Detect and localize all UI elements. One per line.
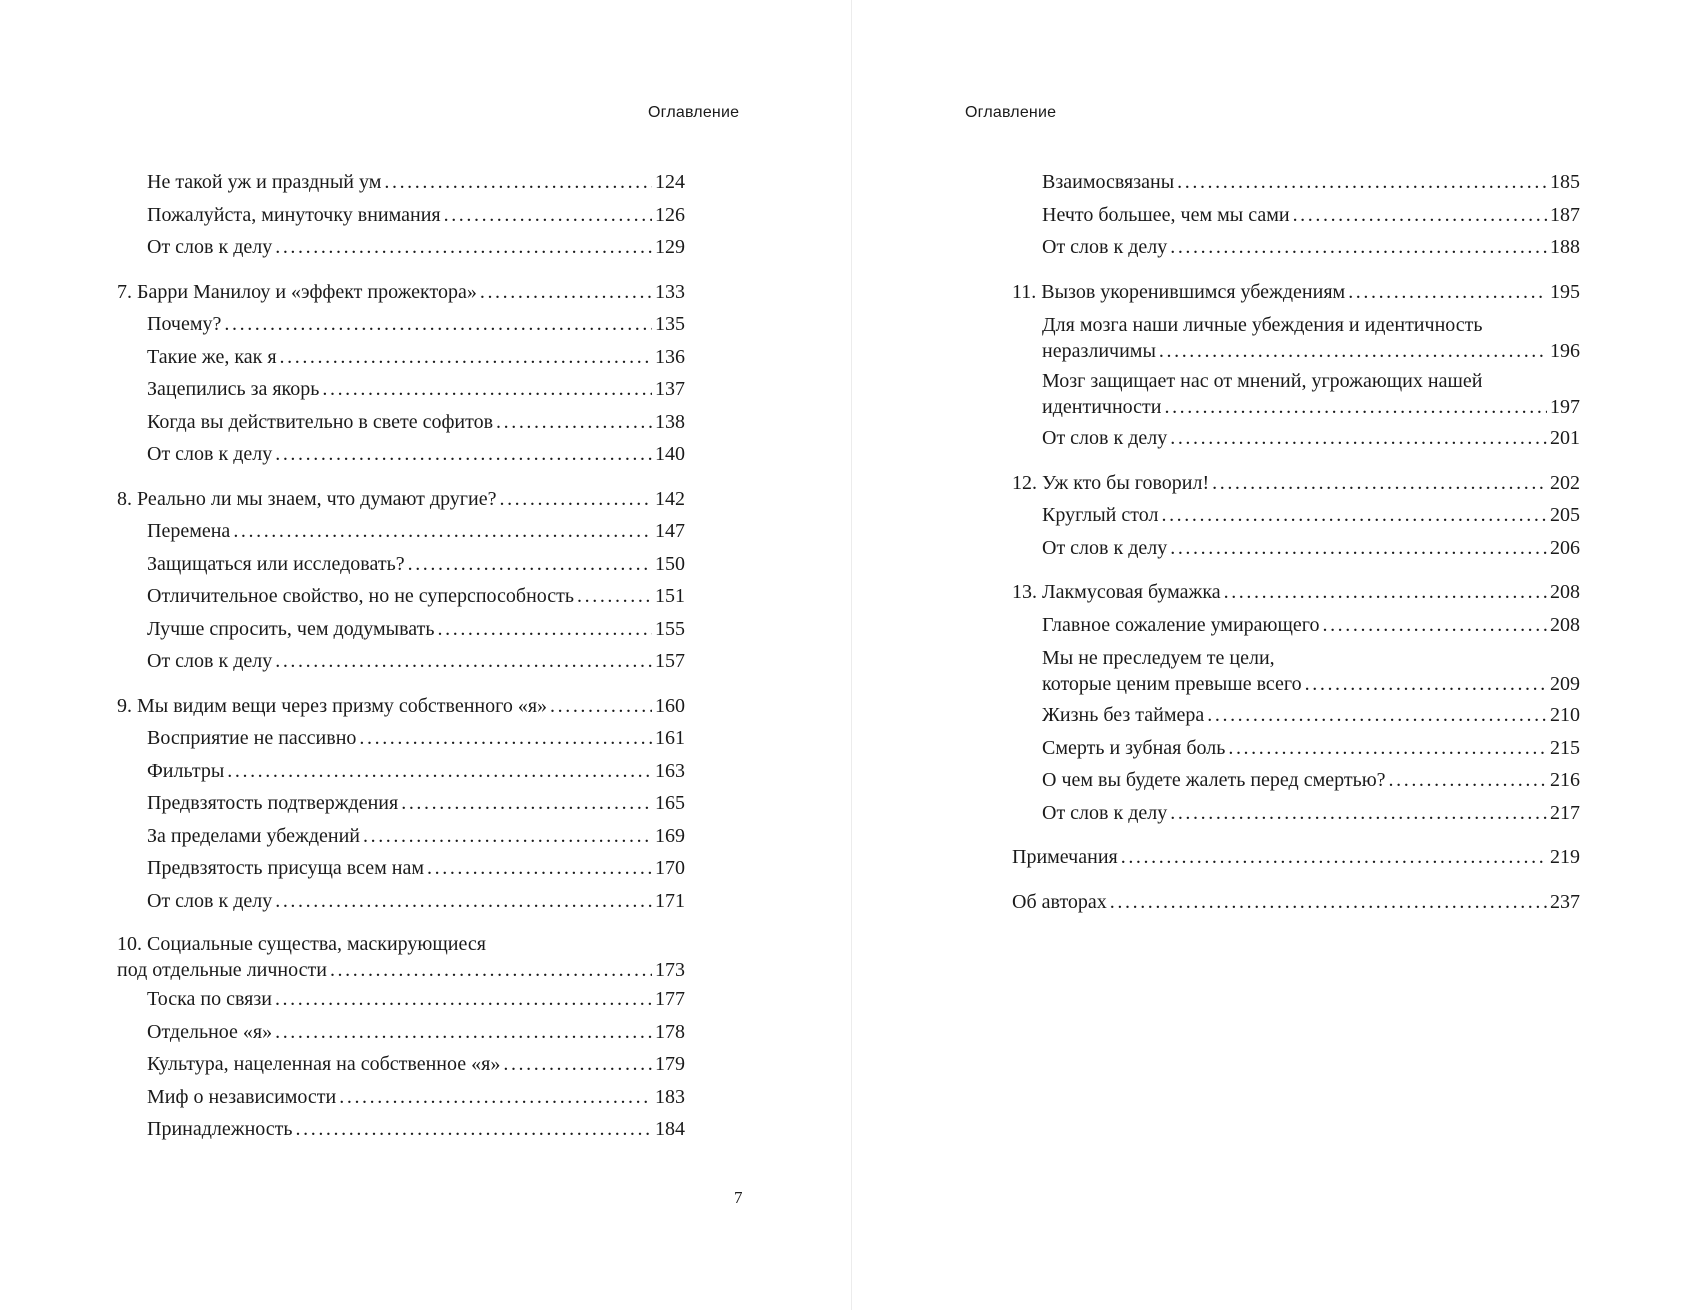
toc-entry-page: 219 [1550, 846, 1580, 868]
toc-entry[interactable] [1012, 422, 1580, 455]
toc-entry-title: За пределами убеждений [147, 824, 360, 847]
toc-entry-title: Перемена [147, 520, 231, 542]
toc-entry-page: 157 [655, 650, 685, 672]
dot-leader [1170, 231, 1547, 264]
toc-entry-title: Пожалуйста, минуточку внимания [147, 203, 441, 226]
toc-entry[interactable] [117, 580, 685, 613]
dot-leader [224, 308, 652, 341]
toc-entry[interactable] [117, 406, 685, 439]
toc-entry-title: От слов к делу [147, 889, 273, 912]
toc-entry-page: 137 [655, 378, 685, 400]
toc-entry-page: 202 [1550, 471, 1580, 494]
toc-entry-page: 177 [655, 988, 685, 1010]
toc-entry-title-line1: Для мозга наши личные убеждения и идентичность [1042, 314, 1483, 336]
dot-leader [233, 515, 652, 548]
toc-entry-title: Жизнь без таймера [1042, 704, 1205, 726]
dot-leader [503, 1048, 652, 1081]
dot-leader [275, 645, 652, 678]
dot-leader [1170, 797, 1547, 830]
toc-entry-title: Почему? [147, 313, 222, 335]
dot-leader [550, 690, 652, 723]
toc-entry-page: 184 [655, 1118, 685, 1140]
toc-entry-title: Взаимосвязаны [1042, 171, 1175, 193]
dot-leader [275, 983, 652, 1016]
toc-entry-title-line2: которые ценим превыше всего [1042, 673, 1302, 695]
toc-entry[interactable] [1012, 699, 1580, 732]
toc-entry-page: 133 [655, 280, 685, 303]
toc-entry-page: 163 [655, 759, 685, 782]
toc-entry-page: 205 [1550, 504, 1580, 526]
toc-entry[interactable] [117, 341, 685, 374]
toc-entry-title-line2: неразличимы [1042, 340, 1156, 362]
toc-entry-title-line1: Мы не преследуем те цели, [1042, 647, 1275, 669]
toc-entry-title: Не такой уж и праздный ум [147, 171, 382, 193]
toc-entry-title: Об авторах [1012, 890, 1107, 913]
dot-leader [275, 231, 652, 264]
toc-chapter-entry[interactable] [117, 690, 685, 723]
toc-entry-title: 7. Барри Манилоу и «эффект прожектора» [117, 280, 477, 303]
dot-leader [444, 199, 652, 232]
toc-entry-title: Такие же, как я [147, 345, 277, 368]
toc-entry[interactable] [117, 852, 685, 885]
toc-entry-title: Примечания [1012, 846, 1118, 868]
toc-entry[interactable] [117, 1113, 685, 1146]
toc-entry[interactable] [117, 613, 685, 646]
toc-entry-page: 171 [655, 889, 685, 912]
toc-entry[interactable] [117, 166, 685, 199]
table-of-contents [1012, 166, 1580, 918]
toc-entry-page: 201 [1550, 427, 1580, 449]
toc-entry-page: 215 [1550, 736, 1580, 759]
toc-entry-page: 237 [1550, 890, 1580, 913]
toc-entry-page: 126 [655, 203, 685, 226]
toc-entry-page: 155 [655, 617, 685, 640]
dot-leader [1322, 609, 1547, 642]
toc-entry[interactable] [117, 645, 685, 678]
toc-entry-page: 188 [1550, 236, 1580, 258]
toc-entry[interactable] [117, 548, 685, 581]
dot-leader [427, 852, 652, 885]
toc-entry-title: Смерть и зубная боль [1042, 736, 1226, 759]
toc-entry-page: 217 [1550, 801, 1580, 824]
toc-entry[interactable] [117, 820, 685, 853]
toc-entry-title: Миф о независимости [147, 1085, 337, 1108]
dot-leader [1348, 276, 1547, 309]
dot-leader [1170, 422, 1547, 455]
dot-leader [577, 580, 652, 613]
toc-entry[interactable] [117, 1048, 685, 1081]
dot-leader [496, 406, 652, 439]
toc-entry-title: От слов к делу [147, 650, 273, 672]
toc-entry-page: 129 [655, 236, 685, 258]
toc-entry[interactable] [117, 438, 685, 471]
toc-entry-page: 208 [1550, 581, 1580, 603]
toc-entry[interactable] [117, 787, 685, 820]
toc-entry-title: 13. Лакмусовая бумажка [1012, 581, 1221, 603]
toc-entry-title-line1: 10. Социальные существа, маскирующиеся [117, 933, 486, 955]
toc-entry-page: 195 [1550, 280, 1580, 303]
toc-entry-title: От слов к делу [1042, 236, 1168, 258]
toc-entry-title: Фильтры [147, 759, 225, 782]
toc-entry[interactable] [1012, 764, 1580, 797]
dot-leader [1224, 576, 1547, 609]
toc-chapter-entry[interactable] [1012, 276, 1580, 309]
toc-entry[interactable] [117, 1016, 685, 1049]
toc-entry-title: Зацепились за якорь [147, 378, 320, 400]
toc-entry[interactable] [1012, 645, 1580, 697]
toc-entry-title-line1: Мозг защищает нас от мнений, угрожающих нашей [1042, 370, 1483, 392]
toc-entry-page: 147 [655, 520, 685, 542]
toc-entry[interactable] [117, 983, 685, 1016]
toc-entry-page: 169 [655, 824, 685, 847]
toc-entry[interactable] [117, 515, 685, 548]
toc-entry-page: 208 [1550, 613, 1580, 636]
dot-leader [480, 276, 652, 309]
dot-leader [275, 885, 652, 918]
dot-leader [401, 787, 652, 820]
toc-entry-title: От слов к делу [1042, 536, 1168, 559]
toc-entry-title: О чем вы будете жалеть перед смертью? [1042, 769, 1386, 791]
toc-entry[interactable] [1012, 199, 1580, 232]
toc-entry-title-line2: идентичности [1042, 396, 1162, 418]
table-of-contents [117, 166, 685, 1146]
toc-entry-title: Предвзятость присуща всем нам [147, 857, 425, 879]
toc-entry-title: Когда вы действительно в свете софитов [147, 410, 494, 433]
toc-chapter-entry[interactable] [1012, 886, 1580, 919]
toc-chapter-entry[interactable] [117, 483, 685, 516]
toc-entry-title: 9. Мы видим вещи через призму собственного «я» [117, 694, 548, 717]
toc-entry[interactable] [1012, 166, 1580, 199]
toc-entry-page: 150 [655, 552, 685, 575]
toc-entry-title: Круглый стол [1042, 504, 1159, 526]
dot-leader [1293, 199, 1547, 232]
toc-entry-page: 173 [655, 959, 685, 981]
toc-chapter-entry[interactable] [1012, 841, 1580, 874]
toc-entry[interactable] [1012, 732, 1580, 765]
dot-leader [1177, 166, 1547, 199]
toc-entry-title: От слов к делу [147, 236, 273, 258]
dot-leader [1110, 886, 1547, 919]
toc-entry-title: Восприятие не пассивно [147, 727, 357, 749]
toc-chapter-entry[interactable] [117, 276, 685, 309]
right-page [852, 0, 1691, 1310]
toc-entry[interactable] [117, 231, 685, 264]
toc-entry[interactable] [117, 1081, 685, 1114]
toc-entry[interactable] [117, 373, 685, 406]
toc-chapter-entry[interactable] [1012, 467, 1580, 500]
toc-entry[interactable] [117, 885, 685, 918]
dot-leader [363, 820, 652, 853]
toc-entry-page: 216 [1550, 769, 1580, 791]
toc-entry-page: 185 [1550, 171, 1580, 193]
toc-entry-title: Принадлежность [147, 1118, 293, 1140]
toc-entry[interactable] [117, 308, 685, 341]
toc-entry-title: Лучше спросить, чем додумывать [147, 617, 435, 640]
toc-entry-page: 142 [655, 487, 685, 510]
toc-chapter-entry[interactable] [1012, 576, 1580, 609]
toc-entry-title: От слов к делу [1042, 801, 1168, 824]
dot-leader [438, 613, 652, 646]
toc-entry-page: 136 [655, 345, 685, 368]
toc-entry-page: 138 [655, 410, 685, 433]
toc-entry-page: 170 [655, 857, 685, 879]
dot-leader [359, 722, 652, 755]
toc-entry-title: Культура, нацеленная на собственное «я» [147, 1053, 501, 1075]
toc-entry-title: Предвзятость подтверждения [147, 792, 399, 814]
dot-leader [322, 373, 652, 406]
toc-entry-page: 160 [655, 694, 685, 717]
dot-leader [384, 166, 652, 199]
toc-entry-title: Нечто большее, чем мы сами [1042, 203, 1290, 226]
dot-leader [339, 1081, 652, 1114]
toc-entry[interactable] [1012, 499, 1580, 532]
dot-leader [330, 957, 652, 983]
toc-chapter-entry[interactable] [117, 931, 685, 983]
dot-leader [1121, 841, 1547, 874]
toc-entry-page: 183 [655, 1085, 685, 1108]
dot-leader [1207, 699, 1547, 732]
toc-entry-title: От слов к делу [1042, 427, 1168, 449]
toc-entry[interactable] [1012, 231, 1580, 264]
toc-entry-title: 12. Уж кто бы говорил! [1012, 471, 1210, 494]
dot-leader [408, 548, 652, 581]
toc-entry-title: Защищаться или исследовать? [147, 552, 405, 575]
toc-entry-title: Отдельное «я» [147, 1020, 273, 1043]
dot-leader [1164, 394, 1547, 420]
toc-entry[interactable] [1012, 797, 1580, 830]
toc-entry-page: 178 [655, 1020, 685, 1043]
dot-leader [280, 341, 652, 374]
toc-entry-page: 210 [1550, 704, 1580, 726]
toc-entry-title: 11. Вызов укоренившимся убеждениям [1012, 280, 1346, 303]
toc-entry-title: 8. Реально ли мы знаем, что думают другие? [117, 487, 497, 510]
toc-entry-page: 161 [655, 727, 685, 749]
dot-leader [1170, 532, 1547, 565]
toc-entry-page: 140 [655, 443, 685, 465]
dot-leader [1212, 467, 1547, 500]
toc-entry[interactable] [1012, 368, 1580, 420]
toc-entry-title: Тоска по связи [147, 988, 272, 1010]
toc-entry-title: Главное сожаление умирающего [1042, 613, 1320, 636]
toc-entry-page: 151 [655, 585, 685, 607]
toc-entry[interactable] [117, 199, 685, 232]
toc-entry-page: 179 [655, 1053, 685, 1075]
dot-leader [275, 438, 652, 471]
page-number: 7 [734, 1188, 743, 1207]
toc-entry[interactable] [1012, 532, 1580, 565]
dot-leader [275, 1016, 652, 1049]
toc-entry-page: 197 [1550, 396, 1580, 418]
dot-leader [227, 755, 652, 788]
toc-entry-page: 209 [1550, 673, 1580, 695]
toc-entry-page: 187 [1550, 203, 1580, 226]
dot-leader [1305, 671, 1547, 697]
toc-entry-page: 165 [655, 792, 685, 814]
dot-leader [1228, 732, 1547, 765]
dot-leader [499, 483, 652, 516]
toc-entry-title-line2: под отдельные личности [117, 959, 327, 981]
toc-entry-title: От слов к делу [147, 443, 273, 465]
dot-leader [296, 1113, 652, 1146]
toc-entry[interactable] [117, 722, 685, 755]
running-head: Оглавление [648, 104, 740, 121]
running-head: Оглавление [965, 104, 1057, 121]
toc-entry-page: 206 [1550, 536, 1580, 559]
toc-entry[interactable] [1012, 609, 1580, 642]
toc-entry-page: 135 [655, 313, 685, 335]
toc-entry[interactable] [1012, 312, 1580, 364]
toc-entry-page: 124 [655, 171, 685, 193]
dot-leader [1389, 764, 1547, 797]
dot-leader [1161, 499, 1547, 532]
toc-entry-page: 196 [1550, 340, 1580, 362]
toc-entry[interactable] [117, 755, 685, 788]
toc-entry-title: Отличительное свойство, но не суперспособность [147, 585, 575, 607]
dot-leader [1159, 338, 1547, 364]
